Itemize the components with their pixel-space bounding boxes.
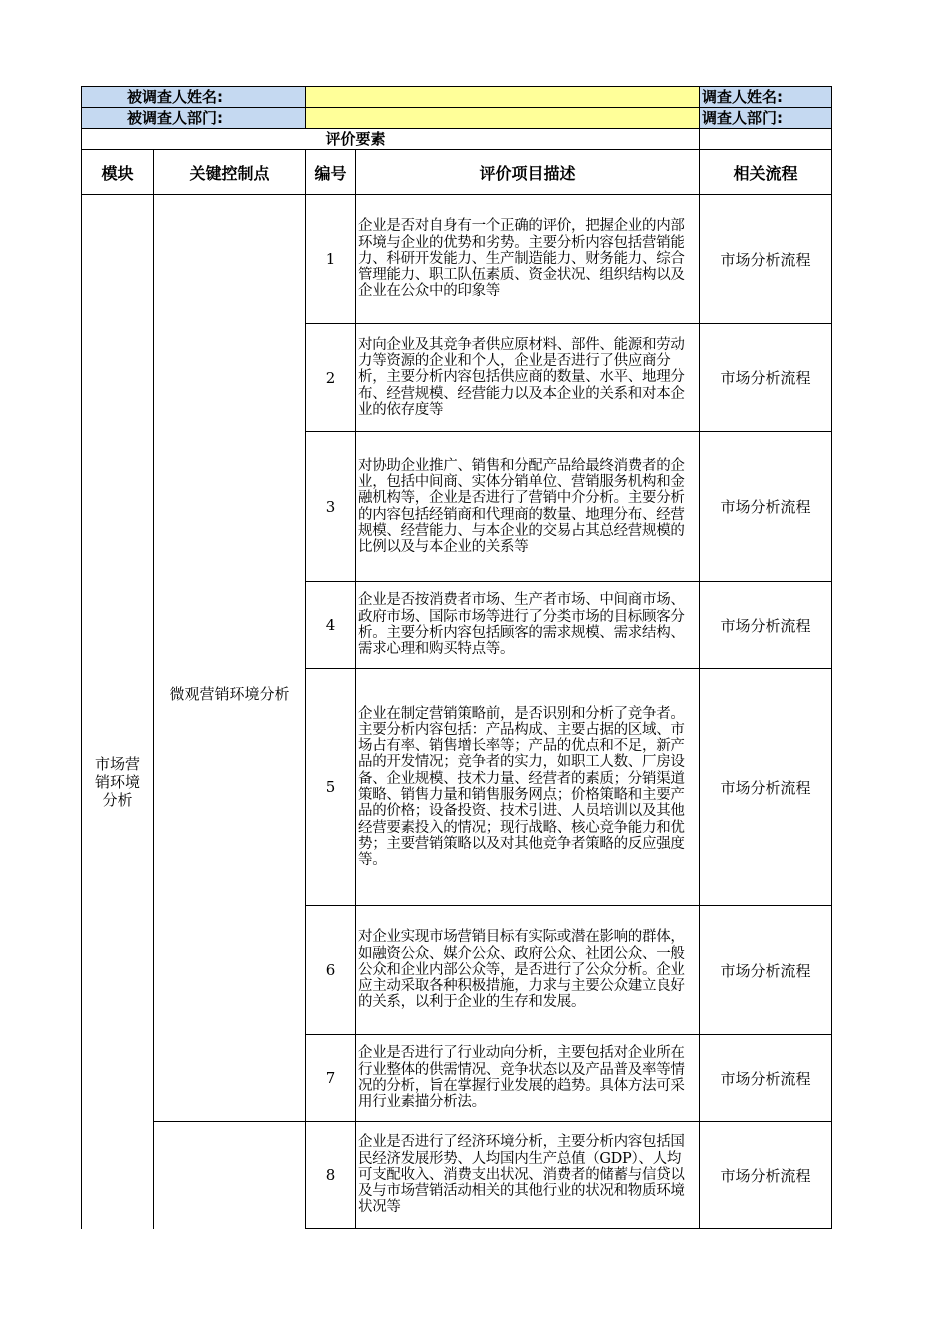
- row-process: 市场分析流程: [700, 324, 832, 432]
- respondent-dept-field[interactable]: [306, 108, 700, 129]
- row-process: 市场分析流程: [700, 432, 832, 582]
- row-process: 市场分析流程: [700, 906, 832, 1035]
- col-header-process: 相关流程: [700, 150, 832, 195]
- row-description: 企业是否按消费者市场、生产者市场、中间商市场、政府市场、国际市场等进行了分类市场的目标顾客分析。主要分析内容包括顾客的需求规模、需求结构、需求心理和购买特点等。: [356, 582, 700, 669]
- row-process: 市场分析流程: [700, 582, 832, 669]
- row-number: 3: [306, 432, 356, 582]
- row-number: 8: [306, 1122, 356, 1229]
- col-header-number: 编号: [306, 150, 356, 195]
- row-description: 企业是否对自身有一个正确的评价，把握企业的内部环境与企业的优势和劣势。主要分析内容包括营销能力、科研开发能力、生产制造能力、财务能力、综合管理能力、职工队伍素质、资金状况、组织结构以及企业在公众中的印象等: [356, 195, 700, 324]
- surveyor-dept-label: 调查人部门:: [700, 108, 832, 129]
- col-header-key-point: 关键控制点: [154, 150, 306, 195]
- row-process: 市场分析流程: [700, 195, 832, 324]
- module-label: 市场营销环境分析: [94, 754, 140, 809]
- row-number: 6: [306, 906, 356, 1035]
- row-number: 1: [306, 195, 356, 324]
- row-description: 对协助企业推广、销售和分配产品给最终消费者的企业，包括中间商、实体分销单位、营销服务机构和金融机构等，企业是否进行了营销中介分析。主要分析的内容包括经销商和代理商的数量、地理分布、经营规模、经营能力、与本企业的交易占其总经营规模的比例以及与本企业的关系等: [356, 432, 700, 582]
- row-description: 企业是否进行了经济环境分析，主要分析内容包括国民经济发展形势、人均国内生产总值（GDP）、人均可支配收入、消费支出状况、消费者的储蓄与信贷以及与市场营销活动相关的其他行业的状况和物质环境状况等: [356, 1122, 700, 1229]
- row-number: 2: [306, 324, 356, 432]
- section-title: 评价要素: [82, 129, 700, 150]
- surveyor-name-label: 调查人姓名:: [700, 87, 832, 108]
- respondent-name-field[interactable]: [306, 87, 700, 108]
- row-number: 4: [306, 582, 356, 669]
- row-description: 对向企业及其竞争者供应原材料、部件、能源和劳动力等资源的企业和个人，企业是否进行了供应商分析，主要分析内容包括供应商的数量、水平、地理分布、经营规模、经营能力以及本企业的关系和对本企业的依存度等: [356, 324, 700, 432]
- row-description: 对企业实现市场营销目标有实际或潜在影响的群体，如融资公众、媒介公众、政府公众、社团公众、一般公众和企业内部公众等，是否进行了公众分析。企业应主动采取各种积极措施，力求与主要公众建立良好的关系，以利于企业的生存和发展。: [356, 906, 700, 1035]
- row-number: 7: [306, 1035, 356, 1122]
- respondent-dept-label: 被调查人部门:: [82, 108, 306, 129]
- row-process: 市场分析流程: [700, 1122, 832, 1229]
- respondent-name-label: 被调查人姓名:: [82, 87, 306, 108]
- col-header-module: 模块: [82, 150, 154, 195]
- key-point-cell-2: [154, 1122, 306, 1229]
- row-process: 市场分析流程: [700, 669, 832, 906]
- section-title-blank: [700, 129, 832, 150]
- evaluation-table: [81, 86, 832, 1229]
- row-number: 5: [306, 669, 356, 906]
- module-cell: [82, 195, 154, 1229]
- key-point-cell: 微观营销环境分析: [154, 195, 306, 1122]
- row-description: 企业是否进行了行业动向分析，主要包括对企业所在行业整体的供需情况、竞争状态以及产品普及率等情况的分析，旨在掌握行业发展的趋势。具体方法可采用行业素描分析法。: [356, 1035, 700, 1122]
- row-process: 市场分析流程: [700, 1035, 832, 1122]
- row-description: 企业在制定营销策略前，是否识别和分析了竞争者。主要分析内容包括：产品构成、主要占据的区域、市场占有率、销售增长率等；产品的优点和不足，新产品的开发情况；竞争者的实力，如职工人数、厂房设备、企业规模、技术力量、经营者的素质；分销渠道策略、销售力量和销售服务网点；价格策略和主要产品的价格；设备投资、技术引进、人员培训以及其他经营要素投入的情况；现行战略、核心竞争能力和优势；主要营销策略以及对其他竞争者策略的反应强度等。: [356, 669, 700, 906]
- col-header-description: 评价项目描述: [356, 150, 700, 195]
